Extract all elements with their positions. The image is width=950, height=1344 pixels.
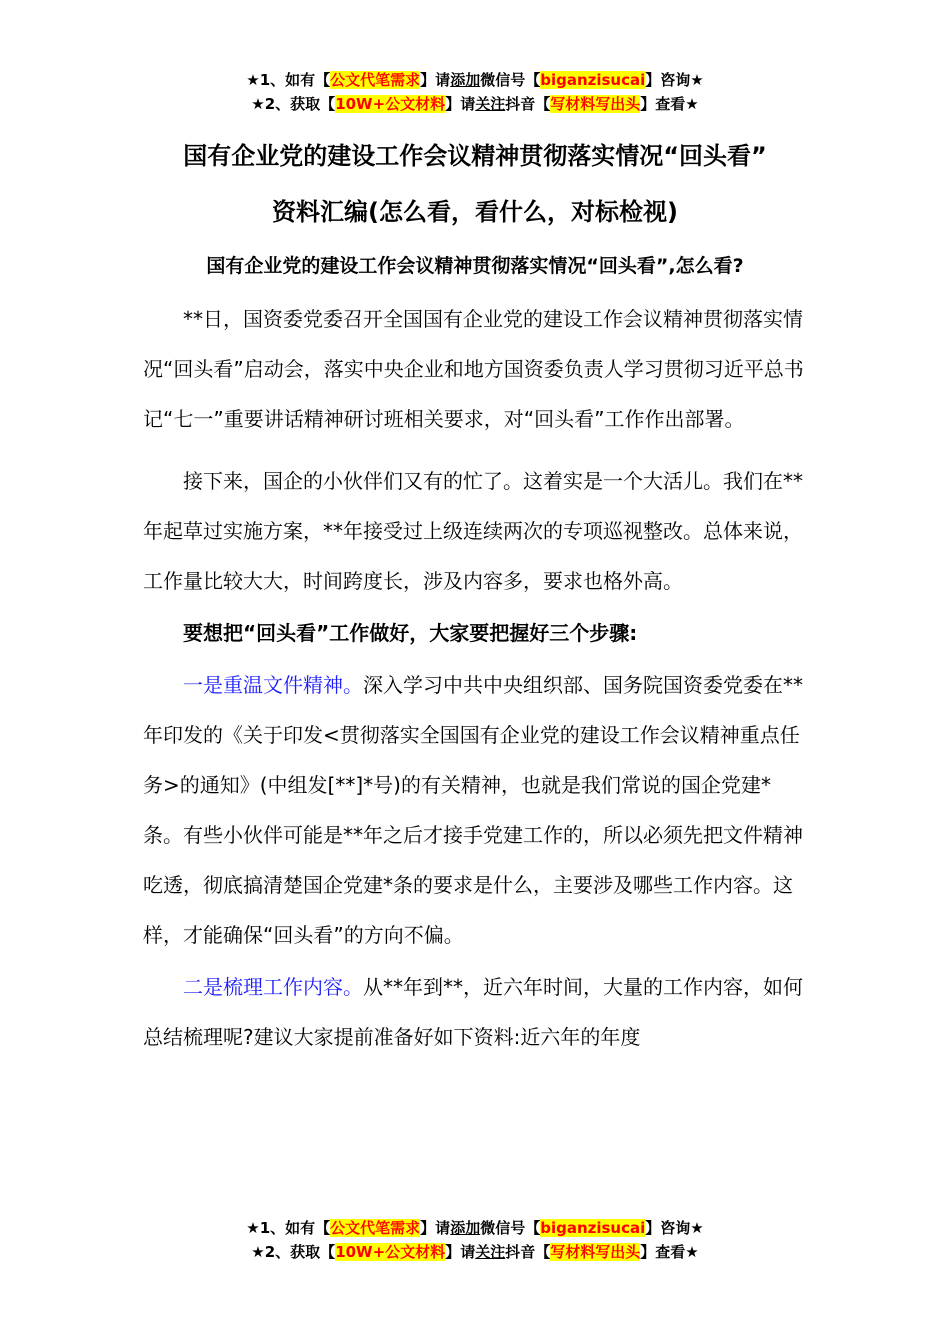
paragraph-3: 要想把“回头看”工作做好，大家要把握好三个步骤: (183, 621, 638, 645)
doc-title-line-2: 资料汇编(怎么看，看什么，对标检视) (272, 198, 678, 226)
footer-banner (0, 1216, 950, 1264)
banner-text: ★2、获取【 (251, 1243, 336, 1261)
step-2-text: 从**年到**，近六年时间，大量的工作内容，如何总结梳理呢?建议大家提前准备好如下资料:近六年的年度 (143, 975, 803, 1049)
banner-text: 】请 (445, 1243, 476, 1261)
doc-title-line-1: 国有企业党的建设工作会议精神贯彻落实情况“回头看” (183, 142, 767, 170)
step-2-label: 二是梳理工作内容。 (183, 975, 363, 999)
document-body (143, 128, 807, 1062)
banner-text: 微信号【 (480, 71, 541, 89)
banner-text: ★1、如有【 (246, 1219, 331, 1237)
paragraph-2: 接下来，国企的小伙伴们又有的忙了。这着实是一个大活儿。我们在**年起草过实施方案，**年接受过上级连续两次的专项巡视整改。总体来说，工作量比较大大，时间跨度长，涉及内容多，要求也格外高。 (143, 469, 803, 593)
step-1-text: 深入学习中共中央组织部、国务院国资委党委在**年印发的《关于印发<贯彻落实全国国有企业党的建设工作会议精神重点任务>的通知》(中组发[**]*号)的有关精神，也就是我们常说的国企党建*条。有些小伙伴可能是**年之后才接手党建工作的，所以必须先把文件精神吃透，彻底搞清楚国企党建*条的要求是什么，主要涉及哪些工作内容。这样，才能确保“回头看”的方向不偏。 (143, 673, 803, 947)
underlined-word: 添加 (450, 1219, 481, 1237)
banner-text: 】请 (420, 1219, 451, 1237)
underlined-word: 添加 (450, 71, 481, 89)
banner-text: 】请 (420, 71, 451, 89)
paragraph-step-2 (143, 962, 807, 1062)
highlight-wechat-id: biganzisucai (540, 1219, 646, 1237)
banner-text: 】查看★ (640, 1243, 699, 1261)
highlight-douyin-id: 写材料写出头 (550, 1243, 641, 1261)
highlight-wechat-id: biganzisucai (540, 71, 646, 89)
doc-subtitle: 国有企业党的建设工作会议精神贯彻落实情况“回头看”,怎么看? (206, 255, 744, 277)
highlight-materials: 10W+公文材料 (335, 95, 446, 113)
paragraph-step-1 (143, 660, 807, 960)
underlined-word: 关注 (475, 1243, 506, 1261)
banner-text: 抖音【 (505, 95, 551, 113)
footer-line-1 (0, 1216, 950, 1240)
paragraph-1: **日，国资委党委召开全国国有企业党的建设工作会议精神贯彻落实情况“回头看”启动会，落实中央企业和地方国资委负责人学习贯彻习近平总书记“七一”重要讲话精神研讨班相关要求，对“回头看”工作作出部署。 (143, 307, 804, 431)
highlight-service: 公文代笔需求 (330, 71, 421, 89)
banner-line-2 (0, 92, 950, 116)
banner-text: 微信号【 (480, 1219, 541, 1237)
banner-line-1 (0, 68, 950, 92)
banner-text: ★2、获取【 (251, 95, 336, 113)
highlight-douyin-id: 写材料写出头 (550, 95, 641, 113)
underlined-word: 关注 (475, 95, 506, 113)
banner-text: ★1、如有【 (246, 71, 331, 89)
step-1-label: 一是重温文件精神。 (183, 673, 363, 697)
banner-text: 】咨询★ (645, 1219, 704, 1237)
highlight-service: 公文代笔需求 (330, 1219, 421, 1237)
banner-text: 】查看★ (640, 95, 699, 113)
banner-text: 抖音【 (505, 1243, 551, 1261)
banner-text: 】请 (445, 95, 476, 113)
highlight-materials: 10W+公文材料 (335, 1243, 446, 1261)
footer-line-2 (0, 1240, 950, 1264)
banner-text: 】咨询★ (645, 71, 704, 89)
header-banner (0, 68, 950, 116)
